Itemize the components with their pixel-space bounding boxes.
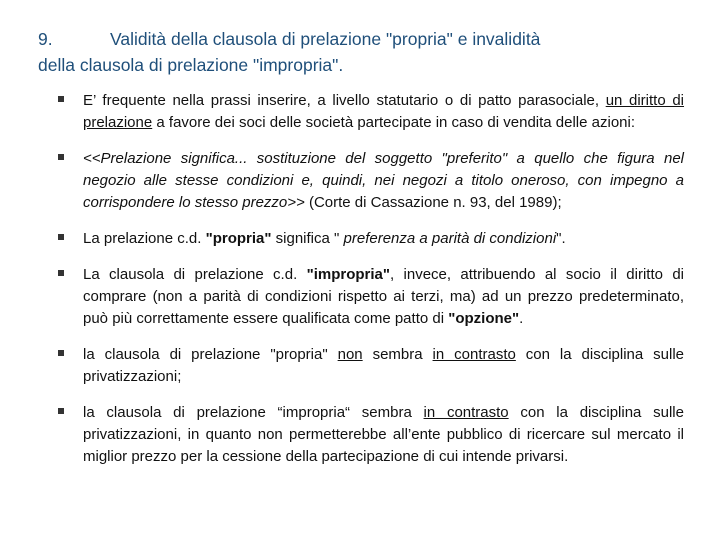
- title-text-1: Validità della clausola di prelazione "propria" e invalidità: [110, 29, 541, 49]
- square-bullet-icon: [58, 96, 64, 102]
- item-underlined: non: [337, 346, 363, 363]
- item-text: a favore dei soci delle società partecipate in caso di vendita delle azioni:: [152, 114, 636, 131]
- item-text: con la disciplina sulle privatizzazioni, in quanto non permetterebbe all’ente pubblico di ricercare sul mercato il miglior prezzo per la cessione della partecipazione: [83, 404, 684, 465]
- item-text: , invece, attribuendo al socio il diritto di comprare (non a parità di condizioni rispetto ai terzi, ma) ad un prezzo predeterminato, può più correttamente essere qualificata come patto di: [83, 266, 684, 327]
- item-bold: "impropria": [306, 266, 390, 283]
- square-bullet-icon: [58, 270, 64, 276]
- item-text: la clausola di prelazione "propria": [83, 346, 338, 363]
- item-underlined: un diritto di prelazione: [83, 92, 685, 131]
- item-text: sembra: [362, 346, 433, 363]
- item-underlined: in contrasto: [423, 404, 509, 421]
- square-bullet-icon: [58, 154, 64, 160]
- item-text: con la disciplina sulle privatizzazioni;: [83, 346, 685, 385]
- slide-title: [38, 26, 688, 78]
- item-underlined: in contrasto: [432, 346, 516, 363]
- item-text: (Corte di Cassazione n. 93, del 1989);: [304, 194, 562, 211]
- item-text-last: di cui intende privarsi.: [423, 448, 569, 465]
- item-text: significa ": [271, 230, 344, 247]
- list-item: [58, 148, 684, 214]
- list-item: [58, 344, 684, 388]
- list-item: [58, 90, 684, 134]
- item-text: La prelazione c.d.: [83, 230, 206, 247]
- item-text: E’ frequente nella prassi inserire, a livello statutario o di patto parasociale,: [83, 92, 606, 109]
- section-number: 9.: [38, 29, 53, 49]
- item-text: La clausola di prelazione c.d.: [83, 266, 307, 283]
- item-italic: preferenza a parità di condizioni: [343, 230, 557, 247]
- list-item: [58, 264, 684, 330]
- bullet-list: [58, 90, 684, 482]
- title-line-1: [38, 26, 688, 52]
- title-line-2: della clausola di prelazione "impropria".: [38, 55, 344, 75]
- item-quote: <<Prelazione significa... sostituzione del soggetto "preferito" a quello che figura nel negozio alle stesse condizioni e, quindi, nei negozi a titolo oneroso, con impegno a corrispondere lo stesso prezzo>>: [83, 150, 684, 211]
- square-bullet-icon: [58, 350, 64, 356]
- square-bullet-icon: [58, 408, 64, 414]
- item-text: .: [519, 310, 524, 327]
- item-text: la clausola di prelazione “impropria“ sembra: [83, 404, 424, 421]
- item-text: ".: [556, 230, 566, 247]
- list-item: [58, 228, 684, 250]
- list-item: [58, 402, 684, 468]
- item-bold: "propria": [205, 230, 272, 247]
- item-bold: "opzione": [448, 310, 520, 327]
- square-bullet-icon: [58, 234, 64, 240]
